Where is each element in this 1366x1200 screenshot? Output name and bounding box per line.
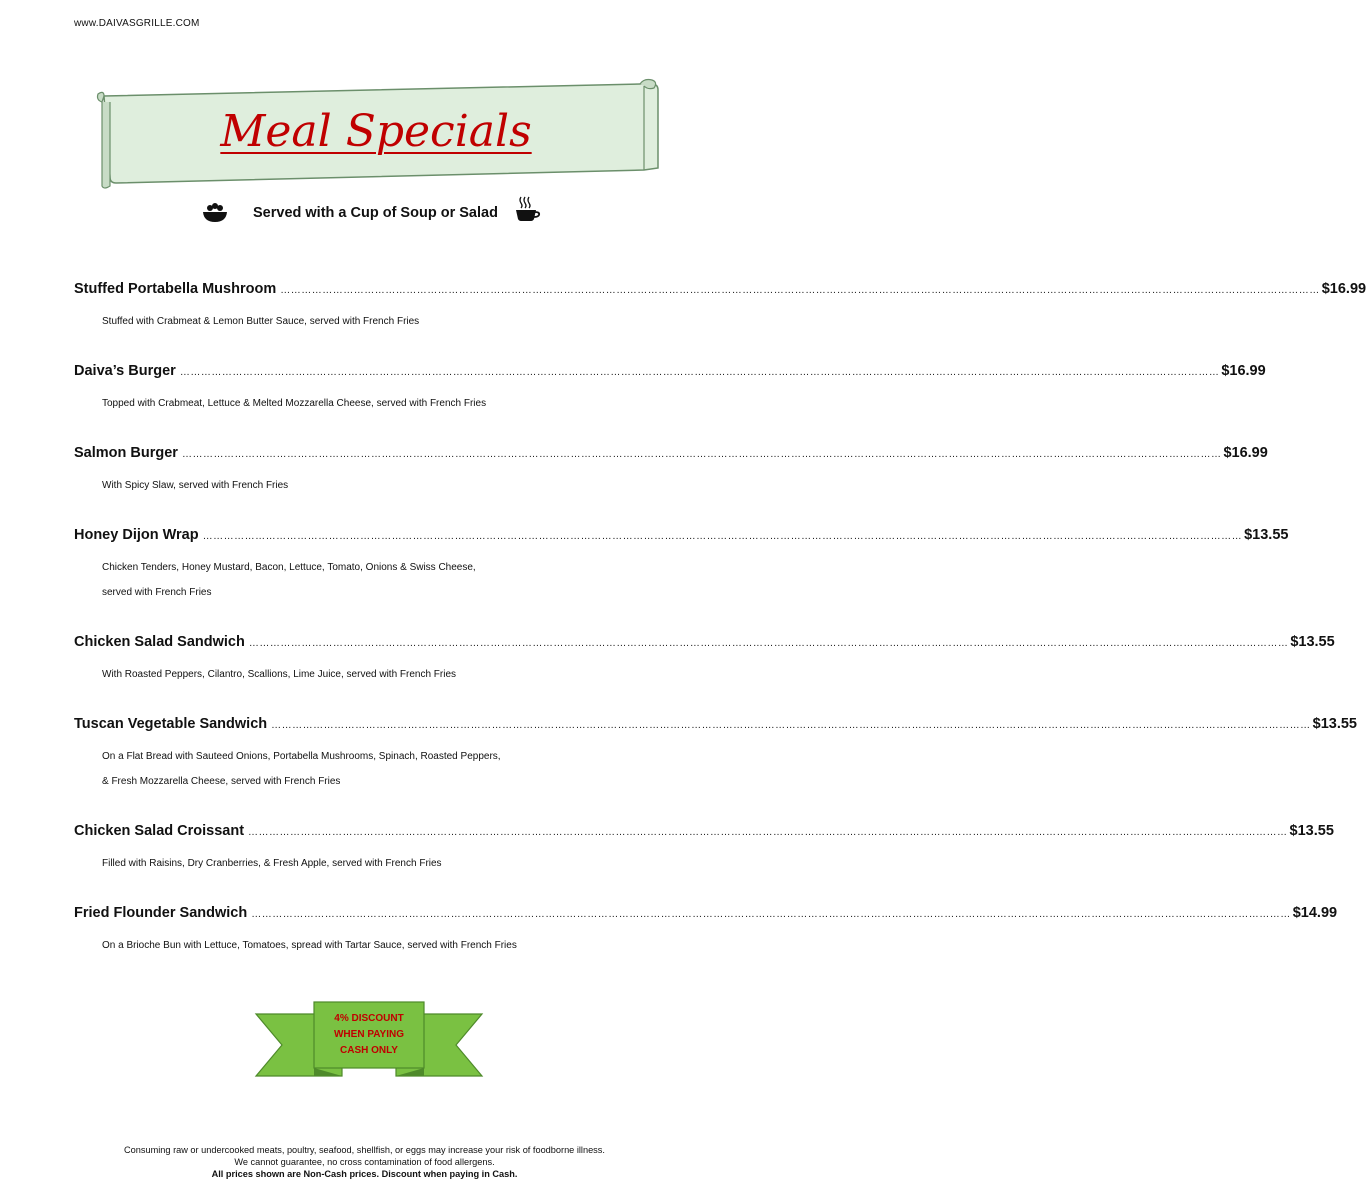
leader-dots: ……………………………………………………………………………………………………………………………………………………………………………………………………………………………………………………………………… (271, 720, 1311, 731)
menu-item (74, 634, 1335, 687)
menu-item (74, 905, 1338, 958)
item-price: $13.55 (1289, 823, 1334, 839)
title-banner (92, 78, 660, 193)
page-title: Meal Specials (220, 106, 532, 157)
discount-text: 4% DISCOUNT WHEN PAYING CASH ONLY (333, 1013, 404, 1056)
menu-item (74, 445, 1268, 498)
item-price: $13.55 (1244, 527, 1289, 543)
menu-item (74, 363, 1266, 416)
item-price: $16.99 (1321, 281, 1366, 297)
item-description: Stuffed with Crabmeat & Lemon Butter Sauce, served with French Fries (102, 316, 420, 327)
item-description: With Spicy Slaw, served with French Fries (102, 480, 289, 491)
leader-dots: ……………………………………………………………………………………………………………………………………………………………………………………………………………………………………………………………………… (248, 827, 1288, 838)
item-description: Filled with Raisins, Dry Cranberries, & Fresh Apple, served with French Fries (102, 858, 442, 869)
item-description: On a Flat Bread with Sauteed Onions, Portabella Mushrooms, Spinach, Roasted Peppers, & Fresh Mozzarella Cheese, served with French Fries (102, 751, 501, 787)
leader-dots: ……………………………………………………………………………………………………………………………………………………………………………………………………………………………………………………………………… (251, 909, 1291, 920)
item-description: Topped with Crabmeat, Lettuce & Melted Mozzarella Cheese, served with French Fries (102, 398, 487, 409)
leader-dots: ……………………………………………………………………………………………………………………………………………………………………………………………………………………………………………………………………… (181, 449, 1222, 460)
item-name: Fried Flounder Sandwich (74, 905, 248, 921)
salad-bowl-icon (202, 202, 228, 229)
served-with-text: Served with a Cup of Soup or Salad (253, 205, 498, 221)
cash-discount-ribbon (254, 1000, 484, 1082)
leader-dots: ……………………………………………………………………………………………………………………………………………………………………………………………………………………………………………………………………… (202, 531, 1243, 542)
item-name: Chicken Salad Sandwich (74, 634, 245, 650)
soup-cup-icon (514, 195, 540, 228)
item-description: On a Brioche Bun with Lettuce, Tomatoes, spread with Tartar Sauce, served with French Fries (102, 940, 517, 951)
allergen-warning: We cannot guarantee, no cross contamination of food allergens. (234, 1157, 495, 1167)
leader-dots: ……………………………………………………………………………………………………………………………………………………………………………………………………………………………………………………………………… (248, 638, 1289, 649)
item-name: Stuffed Portabella Mushroom (74, 281, 277, 297)
leader-dots: ……………………………………………………………………………………………………………………………………………………………………………………………………………………………………………………………………… (280, 285, 1320, 296)
item-price: $16.99 (1223, 445, 1268, 461)
leader-dots: ……………………………………………………………………………………………………………………………………………………………………………………………………………………………………………………………………… (179, 367, 1220, 378)
item-price: $13.55 (1290, 634, 1335, 650)
menu-item (74, 823, 1334, 876)
item-name: Daiva’s Burger (74, 363, 176, 379)
menu-item (74, 527, 1289, 605)
served-with-row (0, 200, 729, 230)
item-name: Honey Dijon Wrap (74, 527, 199, 543)
item-price: $14.99 (1292, 905, 1338, 921)
item-name: Tuscan Vegetable Sandwich (74, 716, 268, 732)
item-description: Chicken Tenders, Honey Mustard, Bacon, Lettuce, Tomato, Onions & Swiss Cheese, served with French Fries (102, 562, 476, 598)
item-name: Chicken Salad Croissant (74, 823, 245, 839)
item-name: Salmon Burger (74, 445, 178, 461)
menu-item (74, 716, 1357, 794)
foodborne-warning: Consuming raw or undercooked meats, poultry, seafood, shellfish, or eggs may increase your risk of foodborne illness. (124, 1145, 605, 1155)
item-price: $16.99 (1221, 363, 1266, 379)
item-price: $13.55 (1312, 716, 1357, 732)
website-url: www.DAIVASGRILLE.COM (74, 18, 200, 29)
footer-disclaimer (0, 1144, 729, 1180)
item-description: With Roasted Peppers, Cilantro, Scallions, Lime Juice, served with French Fries (102, 669, 457, 680)
pricing-note: All prices shown are Non-Cash prices. Discount when paying in Cash. (211, 1169, 518, 1179)
menu-item (74, 281, 1366, 334)
